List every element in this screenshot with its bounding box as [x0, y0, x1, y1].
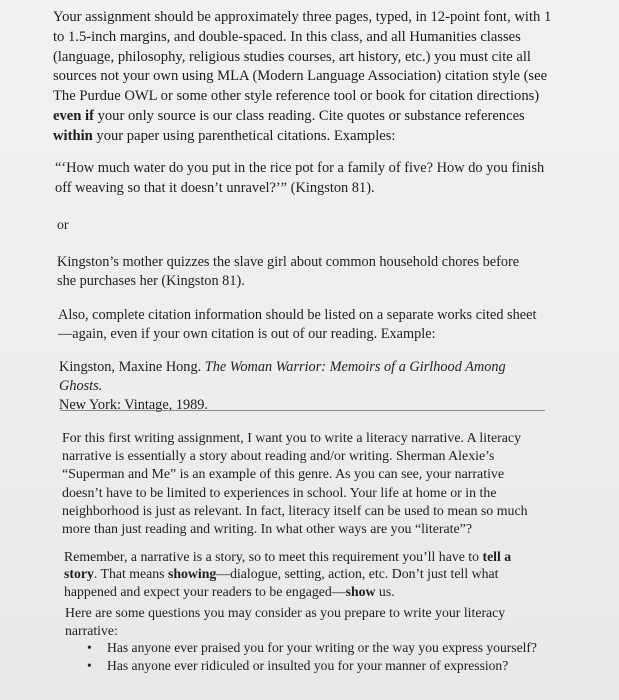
citation-publisher: New York: Vintage, 1989.	[59, 397, 208, 413]
intro-emphasis-even-if: even if	[53, 107, 94, 124]
literacy-narrative-description: For this first writing assignment, I want you to write a literacy narrative. A literacy narrative is essentially a story about reading and/or writing. Sherman Alexie’s “Superman and Me” is an example of this genre. As you can see, your narrative doesn’t have to be limited to experiences in school. Your life at home or in the neighborhood is just as relevant. In fact, literacy itself can be used to mean so much more than just reading and writing. In what other ways are you “literate”?	[62, 431, 528, 538]
example-quote: “‘How much water do you put in the rice pot for a family of five? How do you finish off weaving so that it doesn’t unravel?’” (Kingston 81).	[55, 160, 545, 196]
reminder-text-2: . That means	[93, 566, 168, 582]
questions-intro: Here are some questions you may consider as you prepare to write your literacy narrative:	[65, 605, 506, 638]
citation-title: The Woman Warrior: Memoirs of a Girlhood Among Ghosts.	[59, 359, 506, 394]
question-text: Has anyone ever praised you for your writing or the way you express yourself?	[107, 640, 537, 655]
works-cited-note: Also, complete citation information should be listed on a separate works cited sheet—again, even if your own citation is out of our reading. Example:	[58, 307, 537, 342]
example-paraphrase: Kingston’s mother quizzes the slave girl about common household chores before she purchases her (Kingston 81).	[57, 254, 520, 289]
bullet-icon: •	[87, 657, 92, 673]
reminder-emphasis-tell-a-story: tell a story	[64, 549, 512, 582]
question-text: Has anyone ever ridiculed or insulted you for your manner of expression?	[107, 657, 509, 673]
reminder-text-1: Remember, a narrative is a story, so to meet this requirement you’ll have to	[64, 549, 483, 564]
intro-text-2: your only source is our class reading. Cite quotes or substance references	[93, 107, 525, 124]
section-divider	[60, 410, 545, 411]
reminder-emphasis-showing: showing	[167, 566, 217, 582]
questions-list	[87, 639, 547, 674]
intro-text-3: your paper using parenthetical citations. Examples:	[92, 127, 396, 144]
works-cited-example	[59, 358, 539, 415]
reminder-emphasis-show: show	[345, 583, 376, 599]
narrative-reminder	[64, 548, 544, 600]
list-item	[87, 657, 547, 675]
or-separator: or	[57, 217, 69, 232]
assignment-instructions	[53, 8, 563, 147]
intro-emphasis-within: within	[53, 127, 93, 144]
list-item	[87, 639, 547, 657]
intro-text-1: Your assignment should be approximately three pages, typed, in 12-point font, with 1 to 1.5-inch margins, and double-spaced. In this class, and all Humanities classes (language, philosophy, religious studies courses, art history, etc.) you must cite all sources not your own using MLA (Modern Language Association) citation style (see The Purdue OWL or some other style reference tool or book for citation directions)	[53, 9, 552, 105]
bullet-icon: •	[87, 640, 92, 655]
citation-author: Kingston, Maxine Hong.	[59, 359, 205, 375]
reminder-text-3: —dialogue, setting, action, etc. Don’t just tell what happened and expect your readers to be engaged—	[64, 566, 499, 599]
reminder-text-4: us.	[375, 583, 395, 599]
